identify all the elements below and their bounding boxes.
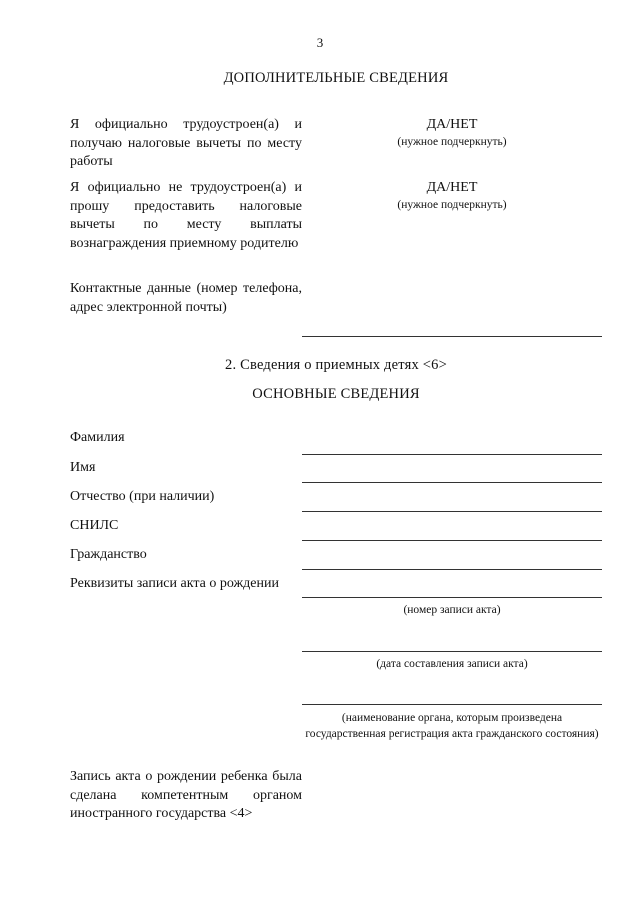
question-unemployed-text: Я официально не трудоустроен(а) и прошу предоставить налоговые вычеты по месту выплаты вознаграждения приемному родителю <box>70 180 302 251</box>
registration-authority-field[interactable] <box>302 704 602 705</box>
birth-record-label: Реквизиты записи акта о рождении <box>70 576 279 591</box>
birth-record-date-field[interactable] <box>302 651 602 652</box>
yes-no-option[interactable]: ДА/НЕТ <box>426 117 478 132</box>
question-employed-text: Я официально трудоустроен(а) и получаю налоговые вычеты по месту работы <box>70 117 302 169</box>
question-unemployed-answer[interactable] <box>362 179 542 213</box>
section-title-additional: ДОПОЛНИТЕЛЬНЫЕ СВЕДЕНИЯ <box>223 70 449 86</box>
underline-note: (нужное подчеркнуть) <box>397 199 507 211</box>
page-number: 3 <box>316 35 324 50</box>
section-subtitle-basic: ОСНОВНЫЕ СВЕДЕНИЯ <box>252 386 420 402</box>
patronymic-field[interactable] <box>302 511 602 512</box>
underline-note: (нужное подчеркнуть) <box>397 136 507 148</box>
section-heading-children: 2. Сведения о приемных детях <6> <box>225 357 447 373</box>
citizenship-field[interactable] <box>302 569 602 570</box>
registration-authority-caption: (наименование органа, которым произведена государственная регистрация акта гражданского состояния) <box>305 712 599 740</box>
foreign-record-label: Запись акта о рождении ребенка была сделана компетентным органом иностранного государства <4> <box>70 769 302 821</box>
record-number-caption: (номер записи акта) <box>403 604 501 616</box>
name-field[interactable] <box>302 482 602 483</box>
contact-data-label: Контактные данные (номер телефона, адрес электронной почты) <box>70 281 302 315</box>
surname-field[interactable] <box>302 454 602 455</box>
snils-label: СНИЛС <box>70 518 119 533</box>
yes-no-option[interactable]: ДА/НЕТ <box>426 180 478 195</box>
name-label: Имя <box>70 460 96 475</box>
contact-data-field[interactable] <box>302 336 602 337</box>
record-date-caption: (дата составления записи акта) <box>376 658 528 670</box>
patronymic-label: Отчество (при наличии) <box>70 489 215 504</box>
citizenship-label: Гражданство <box>70 547 147 562</box>
question-employed-answer[interactable] <box>362 116 542 150</box>
snils-field[interactable] <box>302 540 602 541</box>
birth-record-number-field[interactable] <box>302 597 602 598</box>
surname-label: Фамилия <box>70 430 125 445</box>
